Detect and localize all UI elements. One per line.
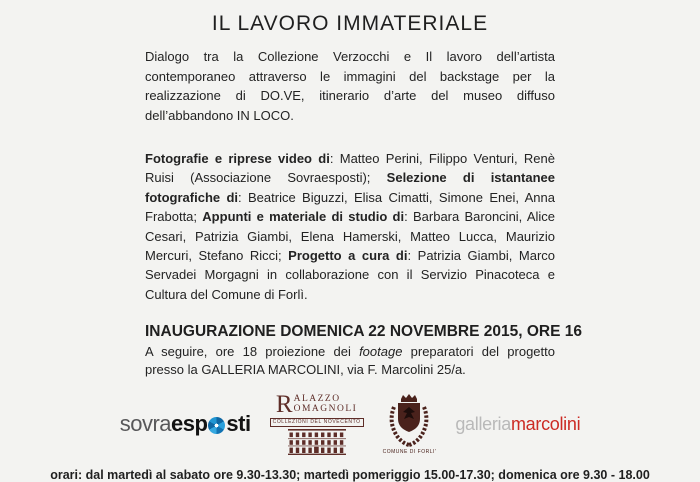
credits-paragraph (145, 149, 555, 304)
event-headline: INAUGURAZIONE DOMENICA 22 NOVEMBRE 2015, ORE 16 (145, 323, 582, 341)
heraldic-crest-icon (387, 393, 431, 447)
partner-logo-row (119, 389, 581, 459)
credit-names: : Beatrice Biguzzi, Elisa Cimatti, Simone Enei, Anna Frabotta; (145, 189, 555, 225)
crest-caption: COMUNE DI FORLI' (382, 449, 437, 456)
palazzo-romagnoli-wordmark (275, 390, 358, 418)
credit-role-label: Appunti e materiale di studio di (202, 209, 405, 225)
palazzo-romagnoli-logo (270, 390, 364, 455)
credit-role-label: Selezione di istantanee fotografiche di (145, 170, 555, 205)
credit-role-label: Progetto a cura di (288, 248, 408, 264)
marcolini-suffix: marcolini (510, 413, 581, 434)
opening-hours: orari: dal martedì al sabato ore 9.30-13.30; martedì pomeriggio 15.00-17.30; domenica ore 9.30 - 18.00 (50, 468, 650, 482)
event-detail-text: preparatori del progetto presso la GALLERIA MARCOLINI, via F. Marcolini 25/a. (145, 344, 555, 378)
palazzo-line1: ALAZZO (293, 393, 341, 404)
galleria-marcolini-logo (455, 414, 580, 435)
marcolini-prefix: galleria (455, 413, 511, 434)
event-detail-text: A seguire, ore 18 proiezione dei (145, 344, 360, 360)
comune-forli-crest (383, 393, 437, 455)
palazzo-initial: R (275, 390, 293, 418)
credit-names: : Patrizia Giambi, Marco Servadei Morgagni in collaborazione con il Servizio Pinacoteca e Cultura del Comune di Forlì. (145, 248, 555, 302)
sovraesposti-logo (120, 411, 251, 437)
flyer-content-column (119, 0, 582, 459)
palazzo-tagline: COLLEZIONI DEL NOVECENTO (270, 418, 364, 427)
credit-names: : Matteo Perini, Filippo Venturi, Renè Ruisi (Associazione Sovraesposti); (145, 151, 555, 186)
event-detail-italic: footage (359, 344, 403, 360)
palazzo-name-lines (294, 394, 358, 415)
subtitle: Dialogo tra la Collezione Verzocchi e Il lavoro dell’artista contemporaneo attraverso le immagini del backstage per la realizzazione di DO.VE, itinerario d’arte del museo diffuso dell’abbandono IN LOCO. (145, 49, 555, 123)
event-detail (145, 343, 555, 379)
sovraesposti-mid: esp (171, 411, 208, 437)
palazzo-line2: OMAGNOLI (293, 404, 358, 415)
sovraesposti-prefix: sovra (119, 411, 171, 437)
building-facade-illustration (288, 429, 346, 455)
credit-names: : Barbara Baroncini, Alice Cesari, Patrizia Giambi, Elena Hamerski, Matteo Lucca, Maurizio Mercuri, Stefano Ricci; (145, 209, 556, 264)
aperture-icon (208, 417, 225, 434)
credit-role-label: Fotografie e riprese video di (145, 151, 330, 166)
page-title: IL LAVORO IMMATERIALE (211, 12, 489, 35)
sovraesposti-suffix: sti (226, 411, 251, 437)
